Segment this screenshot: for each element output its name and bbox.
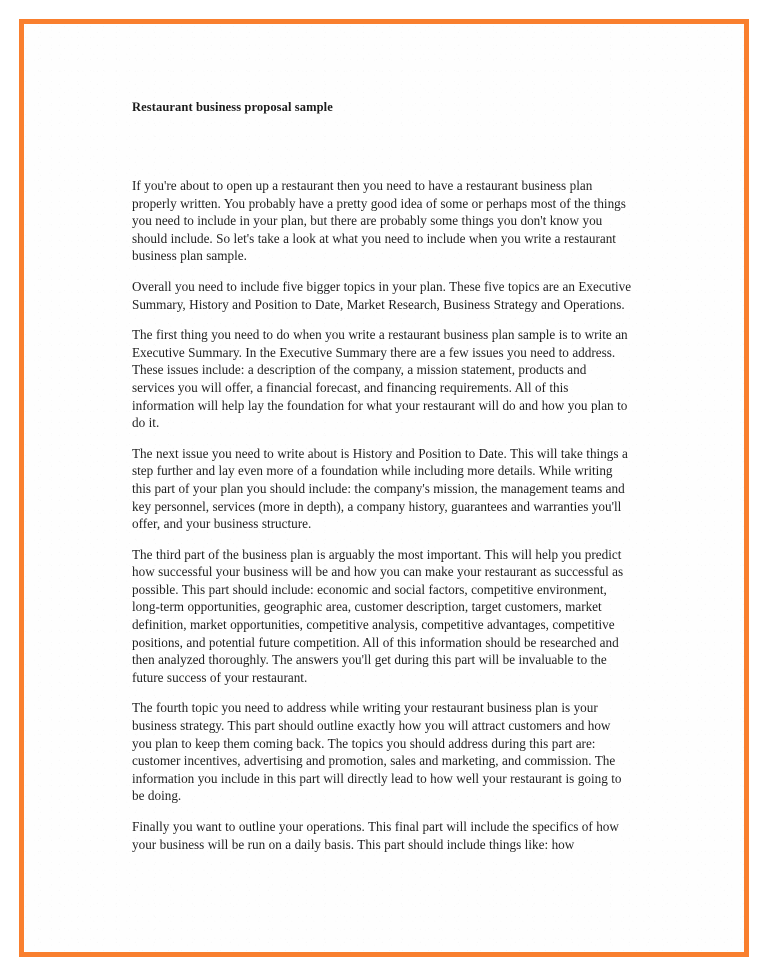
document-title: Restaurant business proposal sample [132,100,333,114]
orange-page-border [19,19,749,957]
document-sheet [24,24,744,952]
paragraph-4: The next issue you need to write about is History and Position to Date. This will take things a step further and lay even more of a foundation while including more details. While writing this part of your plan you should include: the company's mission, the management teams and key personnel, services (more in depth), a company history, guarantees and warranties you'll offer, and your business structure. [132,445,628,532]
paragraph-1: If you're about to open up a restaurant then you need to have a restaurant business plan properly written. You probably have a pretty good idea of some or perhaps most of the things you need to include in your plan, but there are probably some things you don't know you should include. So let's take a look at what you need to include when you write a restaurant business plan sample. [132,178,626,264]
paragraph-5: The third part of the business plan is arguably the most important. This will help you predict how successful your business will be and how you can make your restaurant as successful as possible. This part should include: economic and social factors, competitive environment, long-term opportunities, geographic area, customer description, target customers, market definition, market opportunities, competitive analysis, competitive advantages, competitive positions, and potential future competition. All of this information should be researched and then analyzed thoroughly. The answers you'll get during this part will be invaluable to the future success of your restaurant. [132,546,624,685]
document-text-column [132,99,632,853]
paragraph-3: The first thing you need to do when you write a restaurant business plan sample is to write an Executive Summary. In the Executive Summary there are a few issues you need to address. These issues include: a description of the company, a mission statement, products and services you will offer, a financial forecast, and financing requirements. All of this information will help lay the foundation for what your restaurant will do and how you plan to do it. [132,327,628,431]
paragraph-6: The fourth topic you need to address while writing your restaurant business plan is your business strategy. This part should outline exactly how you will attract customers and how you plan to keep them coming back. The topics you should address during this part are: customer incentives, advertising and promotion, sales and marketing, and commission. The information you include in this part will directly lead to how well your restaurant is going to be doing. [132,700,622,804]
paragraph-2: Overall you need to include five bigger topics in your plan. These five topics are an Executive Summary, History and Position to Date, Market Research, Business Strategy and Operations. [132,278,632,312]
paragraph-7: Finally you want to outline your operations. This final part will include the specifics of how your business will be run on a daily basis. This part should include things like: how [132,819,619,852]
